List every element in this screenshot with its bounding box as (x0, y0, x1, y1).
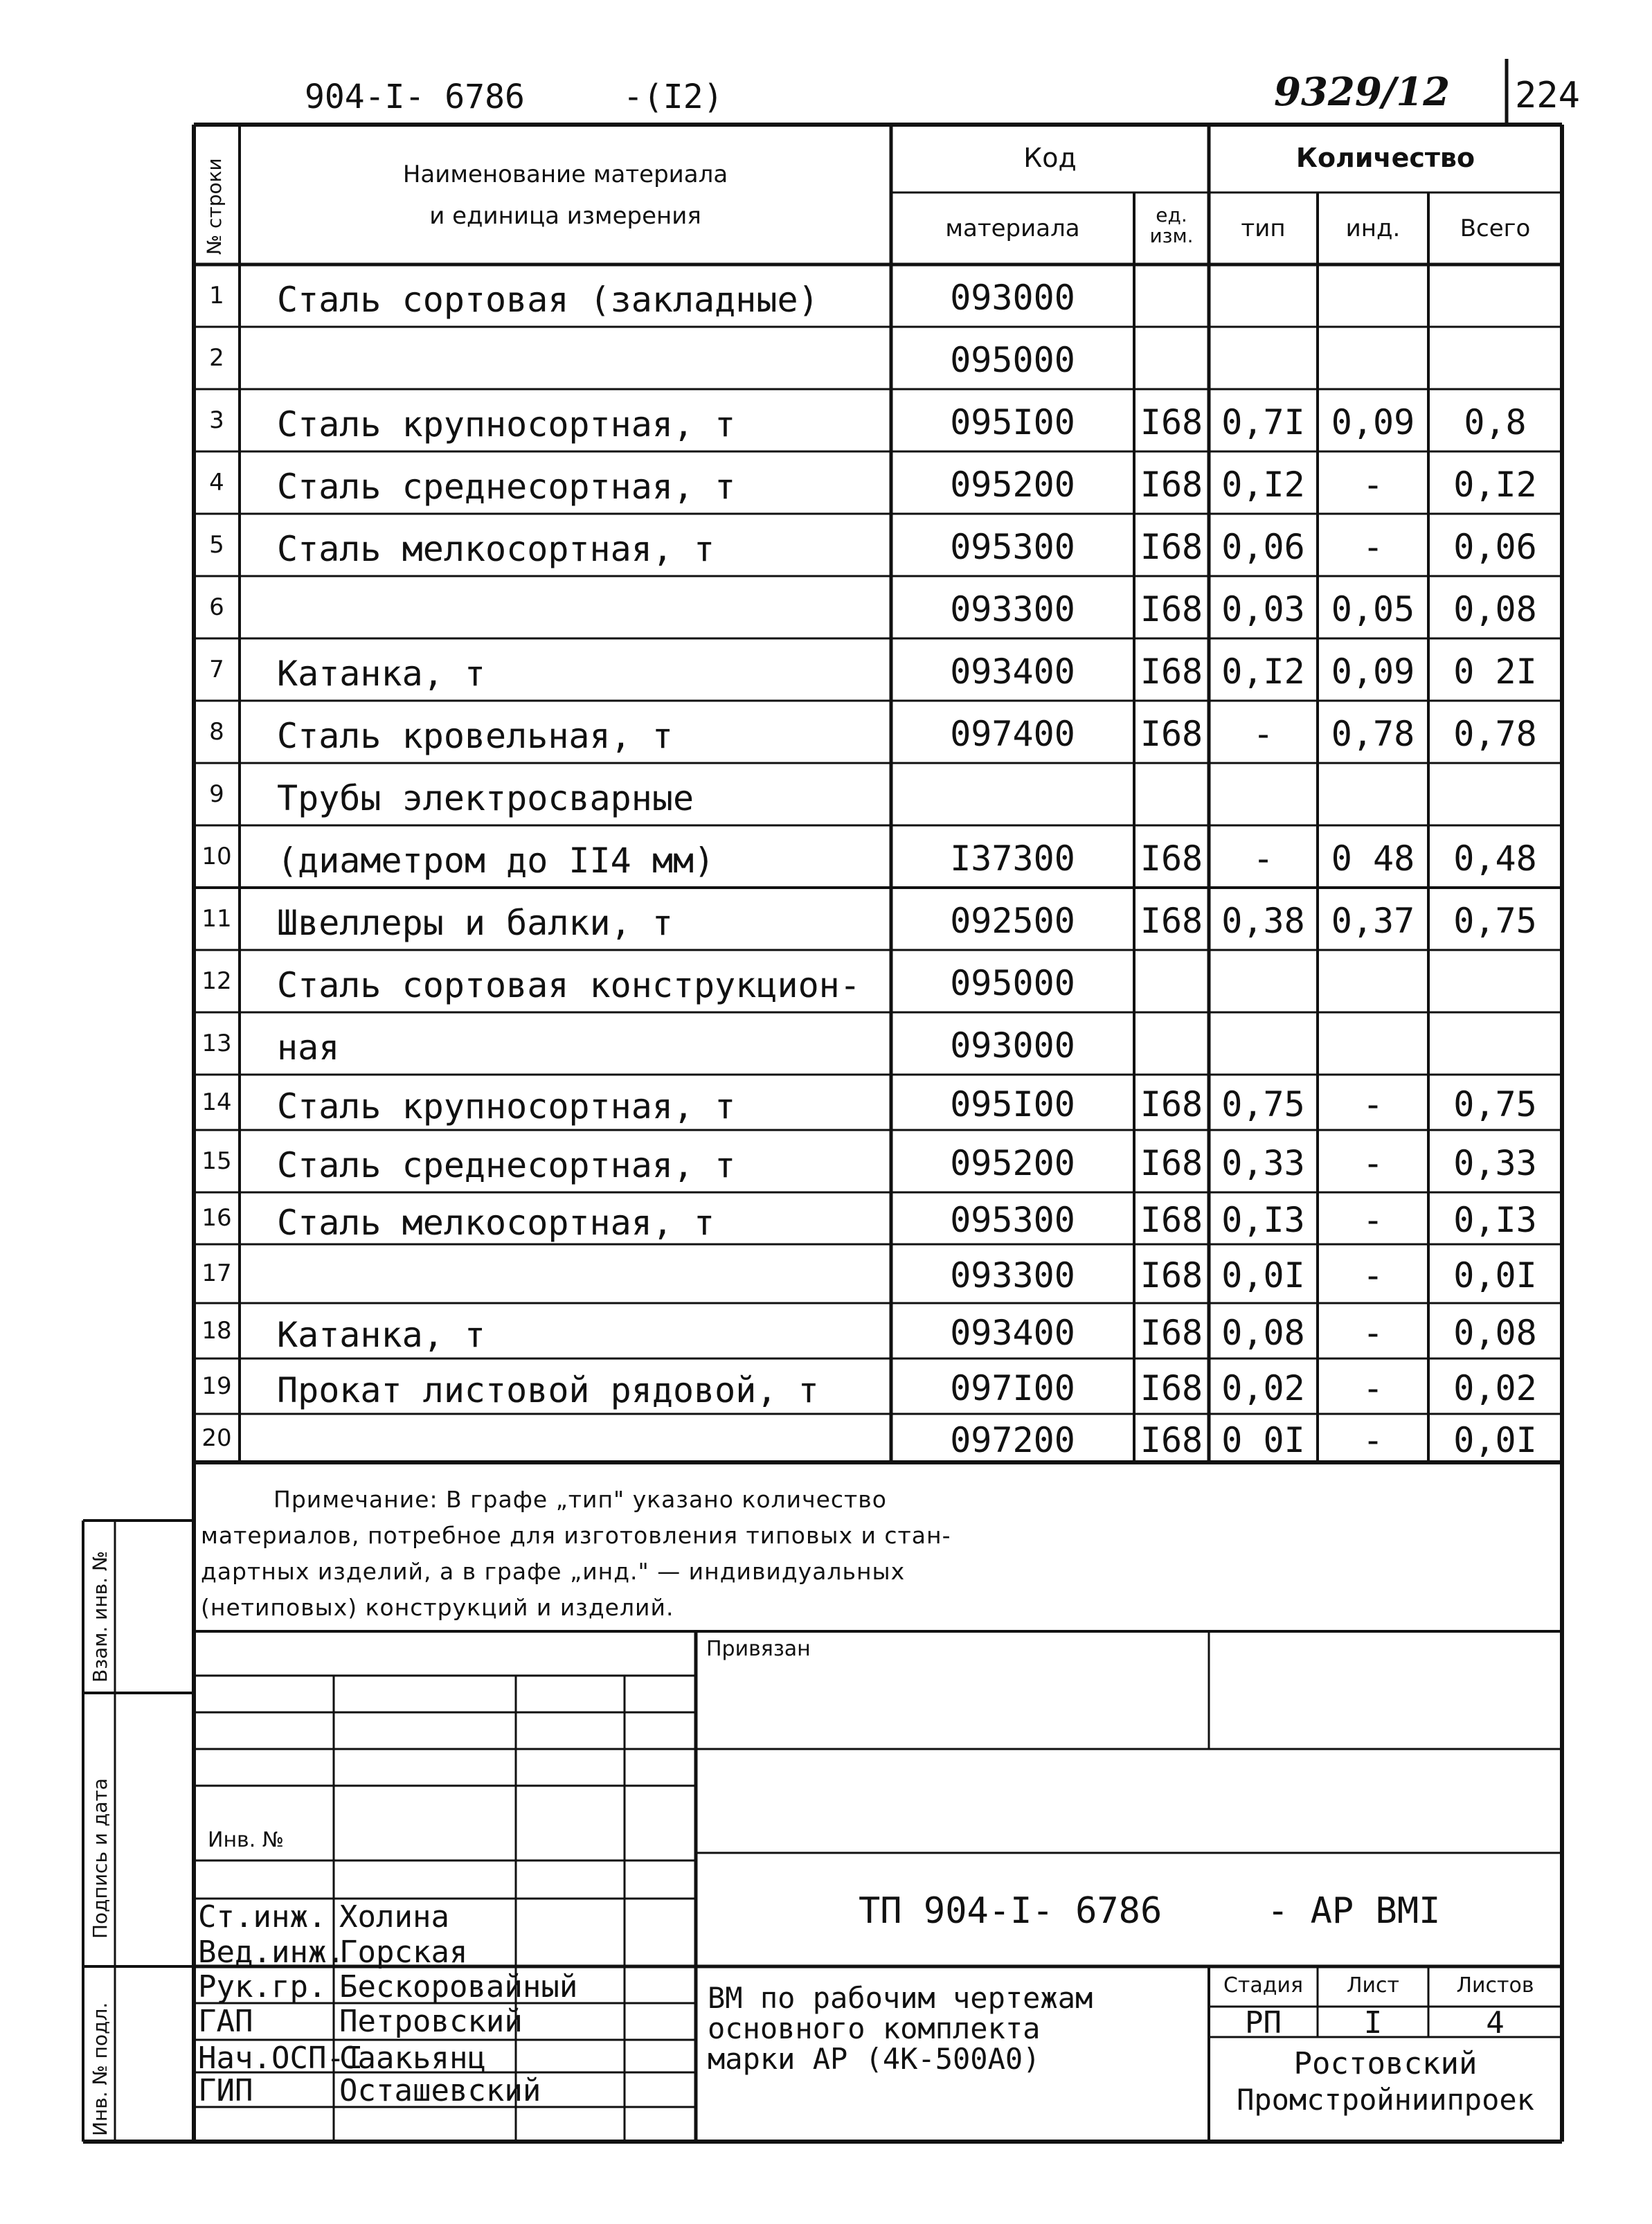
row-code: 092500 (950, 901, 1075, 941)
signatory-role: Нач.ОСП-I (198, 2041, 363, 2076)
row-typ: 0,38 (1221, 901, 1305, 941)
row-code: 095200 (950, 1143, 1075, 1183)
row-material-name: Сталь среднесортная, т (277, 467, 736, 507)
row-code: 097200 (950, 1420, 1075, 1460)
row-ind: - (1362, 1368, 1384, 1408)
row-material-name: Сталь мелкосортная, т (277, 529, 715, 569)
row-unit: I68 (1140, 839, 1203, 879)
row-material-name: Катанка, т (277, 654, 486, 694)
document-number: 904-I- 6786 (305, 78, 525, 116)
row-number: 11 (201, 905, 232, 933)
row-total: 0,33 (1453, 1143, 1537, 1183)
row-unit: I68 (1140, 1200, 1203, 1240)
row-code: 095I00 (950, 1084, 1075, 1124)
note-line4: (нетиповых) конструкций и изделий. (201, 1594, 674, 1621)
row-total: 0,0I (1453, 1255, 1537, 1295)
row-total (1428, 264, 1562, 327)
margin-replacement-inventory: Взам. инв. № (89, 1550, 111, 1683)
row-code: 093400 (950, 652, 1075, 692)
sheets-label: Листов (1456, 1973, 1534, 1998)
row-code: 095300 (950, 527, 1075, 567)
row-unit: I68 (1140, 1084, 1203, 1124)
row-unit: I68 (1140, 1313, 1203, 1353)
row-total (1428, 327, 1562, 389)
row-number: 20 (201, 1424, 232, 1452)
note-line1: Примечание: В графе „тип" указано количество (273, 1486, 887, 1513)
signatory-name: Холина (339, 1899, 449, 1935)
row-material-name: Катанка, т (277, 1315, 486, 1355)
row-ind: 0,05 (1331, 589, 1415, 629)
row-typ: 0,02 (1221, 1368, 1305, 1408)
signatory-name: Осташевский (339, 2073, 541, 2108)
row-number: 18 (201, 1317, 232, 1345)
row-typ: - (1253, 714, 1274, 754)
row-typ (1209, 763, 1318, 825)
row-material-name: Сталь крупносортная, т (277, 404, 736, 445)
row-material-name: Сталь мелкосортная, т (277, 1202, 715, 1243)
row-code: 095000 (950, 963, 1075, 1003)
row-typ: 0,7I (1221, 402, 1305, 442)
row-number: 9 (209, 780, 224, 808)
row-number: 8 (209, 718, 224, 746)
row-unit: I68 (1140, 901, 1203, 941)
row-total (1428, 1012, 1562, 1075)
row-ind: - (1362, 465, 1384, 505)
signatory-role: Ст.инж. (198, 1899, 327, 1935)
row-typ: 0,06 (1221, 527, 1305, 567)
row-typ (1209, 950, 1318, 1012)
row-total: 0,75 (1453, 901, 1537, 941)
row-unit: I68 (1140, 714, 1203, 754)
signatory-role: ГАП (198, 2004, 253, 2039)
header-code: Код (1023, 143, 1077, 173)
row-number: 5 (209, 531, 224, 559)
row-number: 4 (209, 469, 224, 496)
row-unit: I68 (1140, 1143, 1203, 1183)
row-ind: 0,37 (1331, 901, 1415, 941)
row-number: 7 (209, 656, 224, 683)
header-name-line1: Наименование материала (402, 161, 728, 188)
signatory-role: ГИП (198, 2073, 253, 2108)
row-total: 0,08 (1453, 589, 1537, 629)
row-material-name: Прокат листовой рядовой, т (277, 1370, 819, 1410)
header-quantity: Количество (1295, 143, 1475, 173)
header-ind: инд. (1345, 215, 1401, 242)
row-number: 2 (209, 344, 224, 372)
row-ind: 0 48 (1331, 839, 1415, 879)
row-code: 093400 (950, 1313, 1075, 1353)
row-code: I37300 (950, 839, 1075, 879)
header-unit-line1: ед. (1156, 204, 1187, 226)
row-unit: I68 (1140, 652, 1203, 692)
header-unit-line2: изм. (1149, 224, 1194, 247)
row-number: 17 (201, 1259, 232, 1287)
row-typ: 0,I2 (1221, 465, 1305, 505)
row-material-name: Сталь крупносортная, т (277, 1086, 736, 1127)
row-number: 6 (209, 593, 224, 621)
row-unit: I68 (1140, 1420, 1203, 1460)
row-material-name: Сталь среднесортная, т (277, 1145, 736, 1185)
description-line3: марки АР (4К-500А0) (708, 2042, 1041, 2076)
row-total: 0,I2 (1453, 465, 1537, 505)
row-total: 0,I3 (1453, 1200, 1537, 1240)
row-material-name: Сталь сортовая конструкцион- (277, 965, 861, 1005)
row-number: 19 (201, 1372, 232, 1400)
row-total (1428, 950, 1562, 1012)
header-material: материала (945, 215, 1080, 242)
document-code-suffix: - АР ВМI (1267, 1890, 1441, 1932)
signatory-role: Вед.инж. (198, 1935, 345, 1970)
sheet-label: Лист (1346, 1973, 1400, 1998)
row-typ: 0,08 (1221, 1313, 1305, 1353)
row-ind (1318, 950, 1428, 1012)
row-material-name: ная (277, 1028, 340, 1068)
page-number: 224 (1515, 75, 1580, 116)
row-material-name: (диаметром до II4 мм) (277, 841, 715, 881)
row-code: 095200 (950, 465, 1075, 505)
organization-line2: Промстройниипроек (1237, 2083, 1534, 2117)
note-line3: дартных изделий, а в графе „инд." — индивидуальных (201, 1558, 906, 1585)
handwritten-reference: 9329/12 (1274, 69, 1451, 115)
row-ind: - (1362, 1420, 1384, 1460)
document-part: -(I2) (623, 78, 724, 116)
row-total: 0,08 (1453, 1313, 1537, 1353)
sheet-value: I (1363, 2005, 1383, 2041)
row-number: 15 (201, 1147, 232, 1175)
row-ind (1318, 763, 1428, 825)
header-row-number: № строки (203, 158, 226, 255)
row-unit (1134, 264, 1209, 327)
row-code: 093300 (950, 1255, 1075, 1295)
margin-original-inventory: Инв. № подл. (89, 2002, 111, 2136)
row-total (1428, 763, 1562, 825)
row-ind: 0,09 (1331, 652, 1415, 692)
row-total: 0,06 (1453, 527, 1537, 567)
row-code: 097I00 (950, 1368, 1075, 1408)
row-code (891, 763, 1134, 825)
sheets-value: 4 (1486, 2005, 1505, 2041)
row-typ: 0,I2 (1221, 652, 1305, 692)
row-unit: I68 (1140, 1255, 1203, 1295)
header-typ: тип (1241, 215, 1286, 242)
row-total: 0,02 (1453, 1368, 1537, 1408)
document-code: ТП 904-I- 6786 (859, 1890, 1162, 1932)
row-number: 3 (209, 406, 224, 434)
row-typ: 0,03 (1221, 589, 1305, 629)
description-line1: ВМ по рабочим чертежам (708, 1981, 1093, 2015)
stage-value: РП (1245, 2005, 1282, 2041)
row-ind: - (1362, 1084, 1384, 1124)
row-unit: I68 (1140, 527, 1203, 567)
row-typ: 0 0I (1221, 1420, 1305, 1460)
row-typ: - (1253, 839, 1274, 879)
signatory-name: Саакьянц (339, 2041, 486, 2076)
row-typ: 0,I3 (1221, 1200, 1305, 1240)
row-unit (1134, 763, 1209, 825)
row-unit (1134, 327, 1209, 389)
row-typ (1209, 327, 1318, 389)
row-total: 0 2I (1453, 652, 1537, 692)
row-ind: - (1362, 1143, 1384, 1183)
row-material-name: Трубы электросварные (277, 778, 694, 818)
margin-signature-date: Подпись и дата (89, 1778, 111, 1939)
row-ind: - (1362, 1313, 1384, 1353)
inventory-number-label: Инв. № (208, 1828, 285, 1852)
description-line2: основного комплекта (708, 2011, 1041, 2045)
row-number: 16 (201, 1204, 232, 1232)
row-number: 14 (201, 1088, 232, 1116)
row-unit: I68 (1140, 465, 1203, 505)
row-number: 13 (201, 1030, 232, 1057)
signatory-name: Горская (339, 1935, 468, 1970)
privyazan-label: Привязан (706, 1637, 811, 1661)
row-unit: I68 (1140, 402, 1203, 442)
row-code: 093000 (950, 1025, 1075, 1066)
header-total: Всего (1460, 215, 1531, 242)
row-total: 0,0I (1453, 1420, 1537, 1460)
row-total: 0,75 (1453, 1084, 1537, 1124)
row-number: 10 (201, 843, 232, 870)
row-code: 097400 (950, 714, 1075, 754)
row-typ (1209, 264, 1318, 327)
row-ind: 0,78 (1331, 714, 1415, 754)
row-code: 095000 (950, 340, 1075, 380)
row-number: 1 (209, 282, 224, 310)
row-unit (1134, 950, 1209, 1012)
row-material-name: Сталь сортовая (закладные) (277, 280, 819, 320)
organization-line1: Ростовский (1293, 2046, 1478, 2081)
row-typ: 0,33 (1221, 1143, 1305, 1183)
row-total: 0,48 (1453, 839, 1537, 879)
signatory-name: Петровский (339, 2004, 523, 2039)
row-material-name: Швеллеры и балки, т (277, 903, 673, 943)
row-code: 095I00 (950, 402, 1075, 442)
note-line2: материалов, потребное для изготовления типовых и стан- (201, 1522, 951, 1549)
row-typ: 0,75 (1221, 1084, 1305, 1124)
row-ind: 0,09 (1331, 402, 1415, 442)
stage-label: Стадия (1223, 1973, 1304, 1998)
row-ind (1318, 327, 1428, 389)
row-typ (1209, 1012, 1318, 1075)
row-ind: - (1362, 1200, 1384, 1240)
row-unit: I68 (1140, 589, 1203, 629)
row-code: 093300 (950, 589, 1075, 629)
row-code: 095300 (950, 1200, 1075, 1240)
row-ind (1318, 1012, 1428, 1075)
row-ind: - (1362, 527, 1384, 567)
row-code: 093000 (950, 278, 1075, 318)
row-ind: - (1362, 1255, 1384, 1295)
row-total: 0,8 (1464, 402, 1527, 442)
row-typ: 0,0I (1221, 1255, 1305, 1295)
row-unit: I68 (1140, 1368, 1203, 1408)
signatory-name: Бескоровайный (339, 1969, 578, 2005)
row-material-name: Сталь кровельная, т (277, 716, 673, 756)
header-name-line2: и единица измерения (429, 202, 701, 230)
row-ind (1318, 264, 1428, 327)
row-unit (1134, 1012, 1209, 1075)
row-total: 0,78 (1453, 714, 1537, 754)
signatory-role: Рук.гр. (198, 1969, 327, 2005)
row-number: 12 (201, 967, 232, 995)
